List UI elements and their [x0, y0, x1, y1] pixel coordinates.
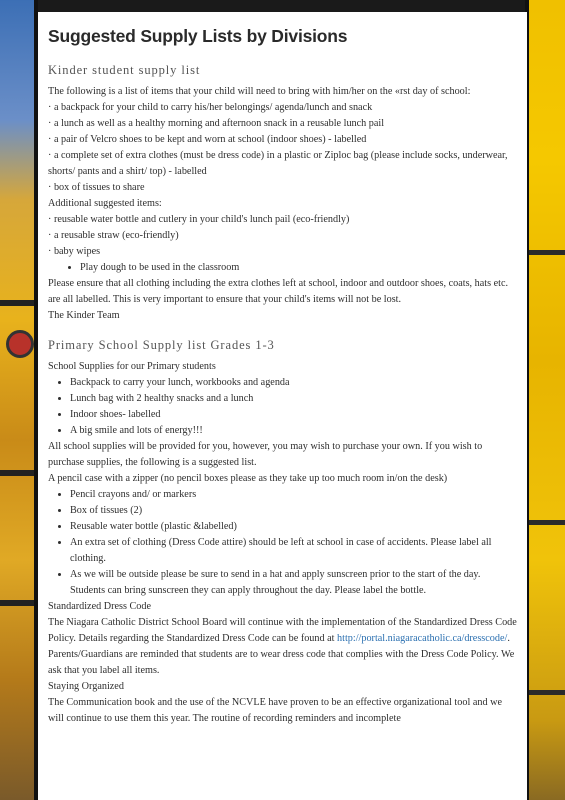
primary-provided-note: All school supplies will be provided for you, however, you may wish to purchase your own. If you wish to purchase supplies, the following is a suggested list.	[48, 441, 483, 468]
background-left-strip	[0, 0, 34, 800]
kinder-item: · a lunch as well as a healthy morning and afternoon snack in a reusable lunch pail	[48, 118, 385, 129]
kinder-item: · a backpack for your child to carry his/her belongings/ agenda/lunch and snack	[48, 102, 373, 113]
content-panel	[38, 12, 527, 800]
list-item: • Reusable water bottle (plastic &labelled)	[70, 519, 517, 535]
primary-suggested-list	[48, 487, 517, 599]
organized-text: The Communication book and the use of the NCVLE have proven to be an effective organizational tool and we will continue to use them this year. The routine of recording reminders and incomplete	[48, 697, 502, 724]
list-item: • An extra set of clothing (Dress Code attire) should be left at school in case of accidents. Please label all clothing.	[70, 535, 517, 567]
dress-code-label: Standardized Dress Code	[48, 601, 151, 612]
primary-supplies-list	[48, 375, 517, 439]
kinder-additional-item: · reusable water bottle and cutlery in your child's lunch pail (eco-friendly)	[48, 214, 350, 225]
list-item: • As we will be outside please be sure to send in a hat and apply sunscreen prior to the start of the day. Students can bring sunscreen they can apply throughout the day. Please label the bottle.	[70, 567, 517, 599]
kinder-signoff: The Kinder Team	[48, 310, 120, 321]
kinder-note: Please ensure that all clothing including the extra clothes left at school, indoor and outdoor shoes, coats, hats etc. are all labelled. This is very important to ensure that your child's items will not be lost.	[48, 278, 509, 305]
list-item: • Pencil crayons and/ or markers	[70, 487, 517, 503]
dress-code-link[interactable]: http://portal.niagaracatholic.ca/dresscode/	[337, 633, 508, 644]
kinder-intro: The following is a list of items that your child will need to bring with him/her on the «rst day of school:	[48, 86, 471, 97]
kinder-item: · a complete set of extra clothes (must be dress code) in a plastic or Ziploc bag (please include socks, underwear, shorts/ pants and a shirt/ top) - labelled	[48, 150, 508, 177]
kinder-section-title: Kinder student supply list	[48, 63, 201, 77]
list-item: • Lunch bag with 2 healthy snacks and a lunch	[70, 391, 517, 407]
list-item: • Indoor shoes- labelled	[70, 407, 517, 423]
background-right-strip	[529, 0, 565, 800]
organized-label: Staying Organized	[48, 681, 124, 692]
kinder-additional-item: · baby wipes	[48, 246, 101, 257]
kinder-additional-item: · a reusable straw (eco-friendly)	[48, 230, 179, 241]
primary-supplies-label: School Supplies for our Primary students	[48, 361, 216, 372]
kinder-item: · a pair of Velcro shoes to be kept and worn at school (indoor shoes) - labelled	[48, 134, 367, 145]
primary-section-title: Primary School Supply list Grades 1-3	[48, 338, 275, 352]
primary-pencil-case: A pencil case with a zipper (no pencil boxes please as they take up too much room in/on the desk)	[48, 473, 448, 484]
page-title: Suggested Supply Lists by Divisions	[48, 26, 348, 46]
kinder-bullet-list	[48, 260, 517, 276]
list-item: • A big smile and lots of energy!!!	[70, 423, 517, 439]
kinder-additional-label: Additional suggested items:	[48, 198, 162, 209]
list-item: • Play dough to be used in the classroom	[80, 260, 517, 276]
kinder-item: · box of tissues to share	[48, 182, 145, 193]
list-item: • Backpack to carry your lunch, workbooks and agenda	[70, 375, 517, 391]
list-item: • Box of tissues (2)	[70, 503, 517, 519]
dress-code-text: The Niagara Catholic District School Board will continue with the implementation of the Standardized Dress Code Policy. Details regarding the Standardized Dress Code can be found at http://portal.niagaracatholic.ca/dresscode/. Parents/Guardians are reminded that students are to wear dress code that complies with the Dress Code Policy. We ask that you label all items.	[48, 617, 517, 676]
